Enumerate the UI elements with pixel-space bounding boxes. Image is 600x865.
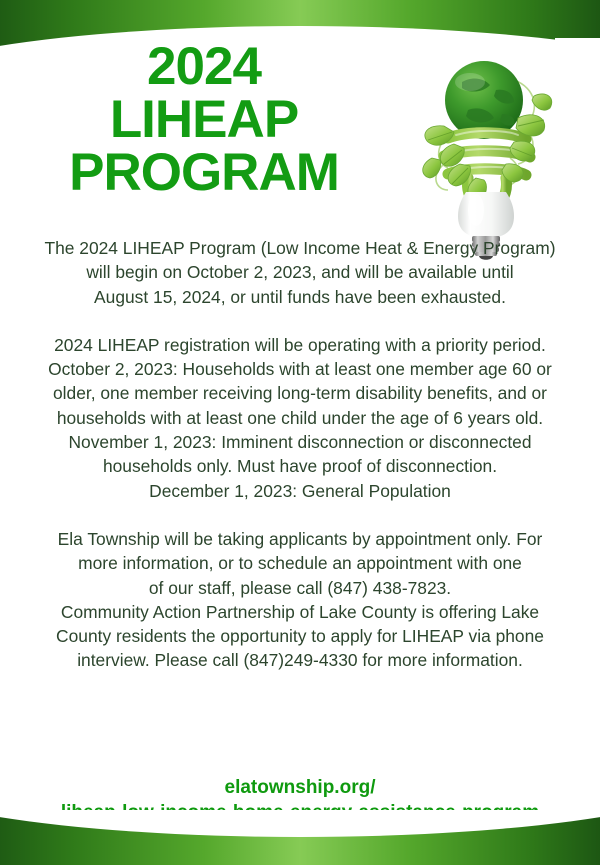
eco-lightbulb-icon: [414, 38, 559, 263]
body-line: of our staff, please call (847) 438-7823.: [148, 577, 452, 598]
flyer-body: [8, 236, 592, 673]
body-line: households only. Must have proof of disconnection.: [102, 456, 498, 477]
body-line: more information, or to schedule an appointment with one: [78, 553, 522, 574]
flyer-header: [0, 38, 600, 248]
title-line-year: 2024: [147, 37, 261, 96]
body-line: 2024 LIHEAP registration will be operating with a priority period.: [54, 334, 546, 355]
body-line: interview. Please call (847)249-4330 for more information.: [77, 650, 523, 671]
body-line: The 2024 LIHEAP Program (Low Income Heat & Energy Program): [44, 238, 556, 258]
body-line: County residents the opportunity to apply for LIHEAP via phone: [56, 626, 544, 647]
priority-period-paragraph: [8, 333, 592, 503]
body-line: older, one member receiving long-term disability benefits, and or: [53, 383, 547, 404]
title-line-program: PROGRAM: [69, 143, 339, 202]
contact-paragraph: [8, 527, 592, 673]
bottom-green-band: [0, 810, 600, 865]
title-line-liheap: LIHEAP: [109, 90, 299, 149]
body-line: August 15, 2024, or until funds have been exhausted.: [94, 286, 506, 307]
body-line: Ela Township will be taking applicants by appointment only. For: [57, 528, 543, 549]
body-line: October 2, 2023: Households with at least one member age 60 or: [48, 359, 552, 380]
body-line: will begin on October 2, 2023, and will be available until: [86, 262, 514, 283]
body-line: December 1, 2023: General Population: [149, 480, 451, 501]
body-line: November 1, 2023: Imminent disconnection or disconnected: [68, 432, 532, 453]
body-line: households with at least one child under the age of 6 years old.: [56, 407, 544, 428]
body-line: Community Action Partnership of Lake County is offering Lake: [60, 601, 540, 622]
program-dates-paragraph: [8, 236, 592, 309]
page-title: [24, 37, 384, 202]
url-domain[interactable]: elatownship.org/: [224, 777, 376, 798]
